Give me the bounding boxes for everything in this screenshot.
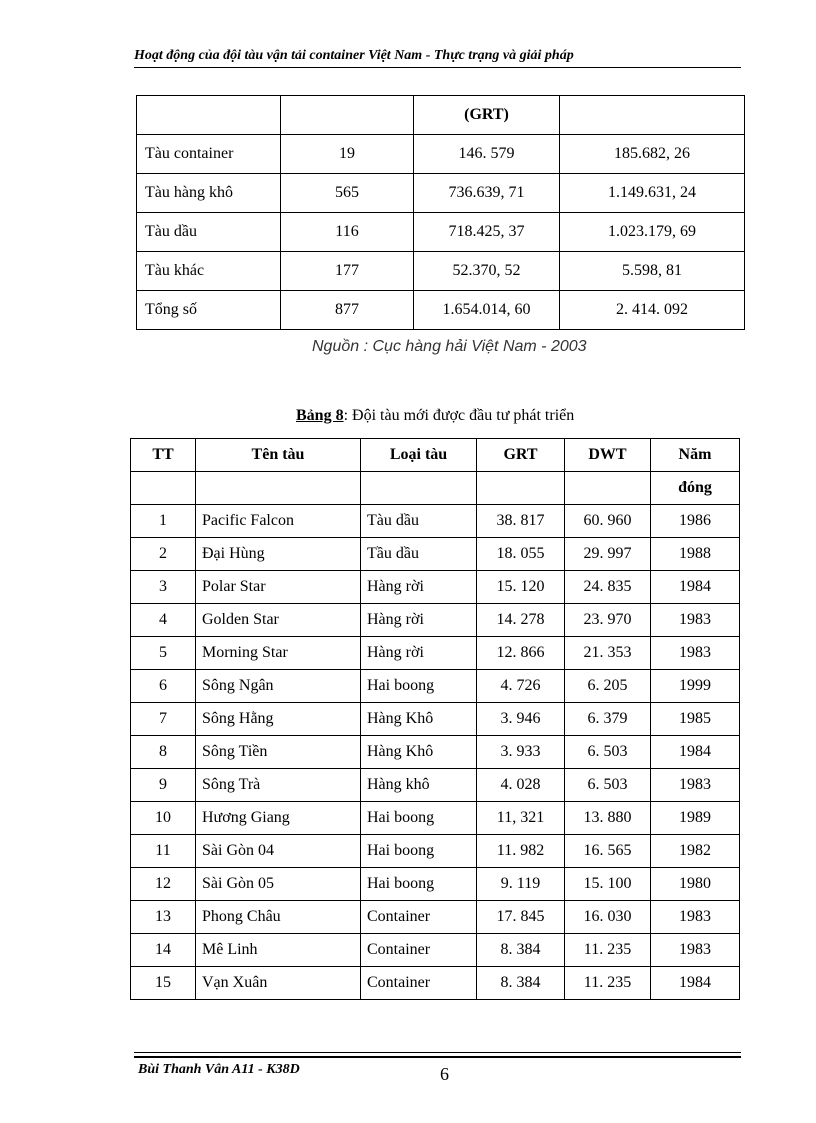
table-cell: 116 [281, 213, 414, 252]
table-cell: 10 [131, 802, 196, 835]
table-cell: 718.425, 37 [414, 213, 560, 252]
table-cell: 14. 278 [477, 604, 565, 637]
table-cell: Container [361, 901, 477, 934]
table-cell: 1988 [651, 538, 740, 571]
table-cell: Hàng rời [361, 571, 477, 604]
table-cell: 1983 [651, 604, 740, 637]
table-cell: 11. 235 [565, 934, 651, 967]
table-cell: Hai boong [361, 802, 477, 835]
table-cell: 52.370, 52 [414, 252, 560, 291]
table-cell: 6 [131, 670, 196, 703]
table-cell: 11 [131, 835, 196, 868]
table-cell: 12 [131, 868, 196, 901]
table-cell: Polar Star [196, 571, 361, 604]
table-cell [565, 472, 651, 505]
table-cell: 38. 817 [477, 505, 565, 538]
table-cell: 5 [131, 637, 196, 670]
table-cell [560, 96, 745, 135]
table-row [131, 670, 740, 703]
table-cell: 185.682, 26 [560, 135, 745, 174]
table-cell [361, 472, 477, 505]
table-cell: 1984 [651, 967, 740, 1000]
table-cell: Container [361, 967, 477, 1000]
table-cell: 1980 [651, 868, 740, 901]
table-row [131, 505, 740, 538]
table-cell: Hàng rời [361, 604, 477, 637]
fleet-summary-table [136, 95, 745, 330]
table-row [131, 538, 740, 571]
table-cell: Sông Trà [196, 769, 361, 802]
table-cell [137, 96, 281, 135]
table-cell: 1983 [651, 934, 740, 967]
table-row [137, 96, 745, 135]
table-cell: GRT [477, 439, 565, 472]
table8-caption [296, 407, 574, 425]
table-cell: DWT [565, 439, 651, 472]
table-cell: 6. 205 [565, 670, 651, 703]
footer-rule-thin [134, 1052, 741, 1053]
table-cell: 9 [131, 769, 196, 802]
table-cell [196, 472, 361, 505]
table-cell: 4. 726 [477, 670, 565, 703]
table-row [131, 934, 740, 967]
table-cell: Hàng khô [361, 769, 477, 802]
table-row [131, 637, 740, 670]
table-cell: 1989 [651, 802, 740, 835]
table-row [131, 571, 740, 604]
table-cell: 18. 055 [477, 538, 565, 571]
table-cell: 1 [131, 505, 196, 538]
table-cell: Hai boong [361, 670, 477, 703]
table8-caption-label: Bảng 8 [296, 407, 344, 424]
table-cell: 1983 [651, 637, 740, 670]
table-row [137, 291, 745, 330]
table-row [131, 769, 740, 802]
table-cell: 11, 321 [477, 802, 565, 835]
table-cell: 1984 [651, 736, 740, 769]
table-cell [477, 472, 565, 505]
table-cell: Hàng Khô [361, 736, 477, 769]
table-cell: TT [131, 439, 196, 472]
table-cell: 23. 970 [565, 604, 651, 637]
table-cell: Tàu dầu [361, 505, 477, 538]
table-cell: Vạn Xuân [196, 967, 361, 1000]
table-cell: 3. 946 [477, 703, 565, 736]
table-cell: 1984 [651, 571, 740, 604]
header-rule [134, 67, 741, 68]
table-cell: Golden Star [196, 604, 361, 637]
table-cell: Morning Star [196, 637, 361, 670]
table-cell: 15. 120 [477, 571, 565, 604]
table-cell: 4. 028 [477, 769, 565, 802]
table-row [137, 213, 745, 252]
table-cell: 60. 960 [565, 505, 651, 538]
page-number: 6 [440, 1064, 449, 1084]
table-cell: 6. 503 [565, 769, 651, 802]
footer-rule-thick [134, 1056, 741, 1058]
table-cell: 29. 997 [565, 538, 651, 571]
table-cell: Phong Châu [196, 901, 361, 934]
table-cell: Sông Ngân [196, 670, 361, 703]
table-cell: 4 [131, 604, 196, 637]
table-cell: 3 [131, 571, 196, 604]
table-cell: 8. 384 [477, 934, 565, 967]
table-cell: 565 [281, 174, 414, 213]
table-cell: 1999 [651, 670, 740, 703]
new-fleet-table [130, 438, 740, 1000]
table-cell: 1985 [651, 703, 740, 736]
table-row [131, 703, 740, 736]
table-cell: Tàu hàng khô [137, 174, 281, 213]
table-cell: đóng [651, 472, 740, 505]
footer-author: Bùi Thanh Vân A11 - K38D [138, 1062, 300, 1077]
table-cell: Tàu khác [137, 252, 281, 291]
table-cell: 16. 030 [565, 901, 651, 934]
table-cell: 877 [281, 291, 414, 330]
table-row [131, 901, 740, 934]
table-cell: 1.654.014, 60 [414, 291, 560, 330]
table-cell: Sài Gòn 05 [196, 868, 361, 901]
table-row [131, 802, 740, 835]
table-source-note: Nguồn : Cục hàng hải Việt Nam - 2003 [312, 338, 587, 355]
table-cell: 6. 503 [565, 736, 651, 769]
table-row [137, 252, 745, 291]
table-cell: 1.023.179, 69 [560, 213, 745, 252]
table-row [137, 174, 745, 213]
table-row [131, 472, 740, 505]
table-cell: Đại Hùng [196, 538, 361, 571]
table-row [131, 604, 740, 637]
table-cell: 11. 982 [477, 835, 565, 868]
table-cell: 24. 835 [565, 571, 651, 604]
table-cell: 9. 119 [477, 868, 565, 901]
table-cell: Hai boong [361, 868, 477, 901]
table-cell: (GRT) [414, 96, 560, 135]
table-row [131, 835, 740, 868]
table8-caption-text: : Đội tàu mới được đầu tư phát triển [343, 407, 575, 424]
table-cell: 6. 379 [565, 703, 651, 736]
table-cell: 1983 [651, 901, 740, 934]
table-cell: 19 [281, 135, 414, 174]
table-cell: Loại tàu [361, 439, 477, 472]
table-cell: Tên tàu [196, 439, 361, 472]
table-cell: Sông Hằng [196, 703, 361, 736]
table-cell: 21. 353 [565, 637, 651, 670]
table-cell: 5.598, 81 [560, 252, 745, 291]
table-cell: Tàu container [137, 135, 281, 174]
table-cell [131, 472, 196, 505]
table-cell: Container [361, 934, 477, 967]
table-cell: Tổng số [137, 291, 281, 330]
table-cell: Sài Gòn 04 [196, 835, 361, 868]
table-row [131, 967, 740, 1000]
table-cell: Sông Tiền [196, 736, 361, 769]
table-row [131, 868, 740, 901]
table-cell: 1.149.631, 24 [560, 174, 745, 213]
table-cell: Hàng rời [361, 637, 477, 670]
running-header: Hoạt động của đội tàu vận tải container Việt Nam - Thực trạng và giải pháp [134, 48, 574, 63]
table-row [131, 736, 740, 769]
table-cell: Hương Giang [196, 802, 361, 835]
table-cell: 13. 880 [565, 802, 651, 835]
table-cell: 11. 235 [565, 967, 651, 1000]
table-cell: 14 [131, 934, 196, 967]
table-cell: 3. 933 [477, 736, 565, 769]
table-cell: 736.639, 71 [414, 174, 560, 213]
table-cell: 8. 384 [477, 967, 565, 1000]
table-cell: 12. 866 [477, 637, 565, 670]
table-cell: 177 [281, 252, 414, 291]
table-cell: 15 [131, 967, 196, 1000]
table-cell: 1982 [651, 835, 740, 868]
table-cell: Hàng Khô [361, 703, 477, 736]
table-cell: Hai boong [361, 835, 477, 868]
table-cell: 8 [131, 736, 196, 769]
table-row [137, 135, 745, 174]
table-cell: 15. 100 [565, 868, 651, 901]
table-cell: 7 [131, 703, 196, 736]
table-cell: 2. 414. 092 [560, 291, 745, 330]
table-cell: Tàu dầu [137, 213, 281, 252]
table-cell: 13 [131, 901, 196, 934]
table-cell: 2 [131, 538, 196, 571]
table-cell: Pacific Falcon [196, 505, 361, 538]
table-cell: 17. 845 [477, 901, 565, 934]
table-row [131, 439, 740, 472]
table-cell: 1986 [651, 505, 740, 538]
table-cell: 1983 [651, 769, 740, 802]
table-cell: 146. 579 [414, 135, 560, 174]
table-cell [281, 96, 414, 135]
table-cell: 16. 565 [565, 835, 651, 868]
table-cell: Mê Linh [196, 934, 361, 967]
table-cell: Tầu dầu [361, 538, 477, 571]
table-cell: Năm [651, 439, 740, 472]
